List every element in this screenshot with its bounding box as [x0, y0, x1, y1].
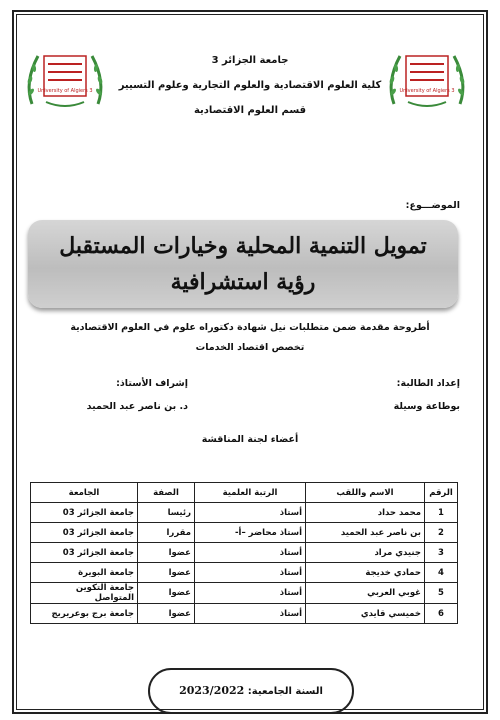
cell-university: جامعة الجزائر 03 [31, 503, 138, 523]
committee-title: أعضاء لجنة المناقشة [201, 434, 299, 445]
cell-rank: أستاذ محاضر –أ- [195, 523, 306, 543]
logo-text: University of Algiers 3 [399, 88, 455, 94]
university-logo-left [22, 42, 108, 112]
cell-number: 1 [425, 503, 458, 523]
cell-number: 3 [425, 543, 458, 563]
header-university: الجامعة [31, 483, 138, 503]
academic-year-label: السنة الجامعية: [247, 686, 323, 697]
table-row [31, 503, 458, 523]
academic-year-box [148, 668, 354, 714]
student-label: إعداد الطالبة: [396, 378, 460, 389]
cell-role: عضوا [138, 563, 195, 583]
cell-name: محمد حداد [306, 503, 425, 523]
thesis-specialty: تخصص اقتصاد الخدمات [195, 342, 305, 353]
cell-university: جامعة التكوين المتواصل [31, 583, 138, 604]
cell-role: عضوا [138, 583, 195, 604]
cell-role: رئيسا [138, 503, 195, 523]
cell-name: بن ناصر عبد الحميد [306, 523, 425, 543]
logo-text: University of Algiers 3 [37, 88, 93, 94]
thesis-title-line2: رؤية استشرافية [170, 269, 316, 295]
cell-role: مقررا [138, 523, 195, 543]
table-row [31, 543, 458, 563]
supervisor-label: إشراف الأستاذ: [116, 378, 188, 389]
cell-university: جامعة برج بوعريريج [31, 604, 138, 624]
cell-university: جامعة البويرة [31, 563, 138, 583]
table-row [31, 563, 458, 583]
cell-rank: أستاذ [195, 563, 306, 583]
cell-name: غوبي العربي [306, 583, 425, 604]
header-rank: الرتبة العلمية [195, 483, 306, 503]
header-name: الاسم واللقب [306, 483, 425, 503]
subject-label: الموضـــوع: [405, 200, 460, 211]
thesis-title-box [28, 220, 458, 308]
supervisor-name: د. بن ناصر عبد الحميد [86, 401, 188, 412]
cell-number: 2 [425, 523, 458, 543]
table-row [31, 583, 458, 604]
cell-name: خميسي قايدي [306, 604, 425, 624]
table-row [31, 523, 458, 543]
institution-header [110, 48, 390, 123]
department-name: قسم العلوم الاقتصادية [193, 105, 307, 116]
cell-number: 5 [425, 583, 458, 604]
cell-name: حمادي خديجة [306, 563, 425, 583]
committee-table [30, 482, 458, 624]
cell-rank: أستاذ [195, 543, 306, 563]
header-role: الصفة [138, 483, 195, 503]
table-row [31, 604, 458, 624]
academic-year-value: 2023/2022 [179, 684, 245, 697]
university-logo-right [384, 42, 470, 112]
cell-name: جنيدي مراد [306, 543, 425, 563]
cell-university: جامعة الجزائر 03 [31, 543, 138, 563]
thesis-description: أطروحة مقدمة ضمن متطلبات نيل شهادة دكتوراه علوم في العلوم الاقتصادية [70, 322, 430, 333]
cell-role: عضوا [138, 604, 195, 624]
faculty-name: كلية العلوم الاقتصادية والعلوم التجارية وعلوم التسيير [118, 80, 382, 91]
header-number: الرقم [425, 483, 458, 503]
cell-rank: أستاذ [195, 604, 306, 624]
cell-university: جامعة الجزائر 03 [31, 523, 138, 543]
cell-rank: أستاذ [195, 583, 306, 604]
cell-role: عضوا [138, 543, 195, 563]
student-name: بوطاعة وسيلة [393, 401, 460, 412]
table-header-row [31, 483, 458, 503]
university-name: جامعة الجزائر 3 [211, 55, 289, 66]
cell-number: 6 [425, 604, 458, 624]
thesis-title-line1: تمويل التنمية المحلية وخيارات المستقبل [59, 233, 427, 259]
cell-rank: أستاذ [195, 503, 306, 523]
cell-number: 4 [425, 563, 458, 583]
